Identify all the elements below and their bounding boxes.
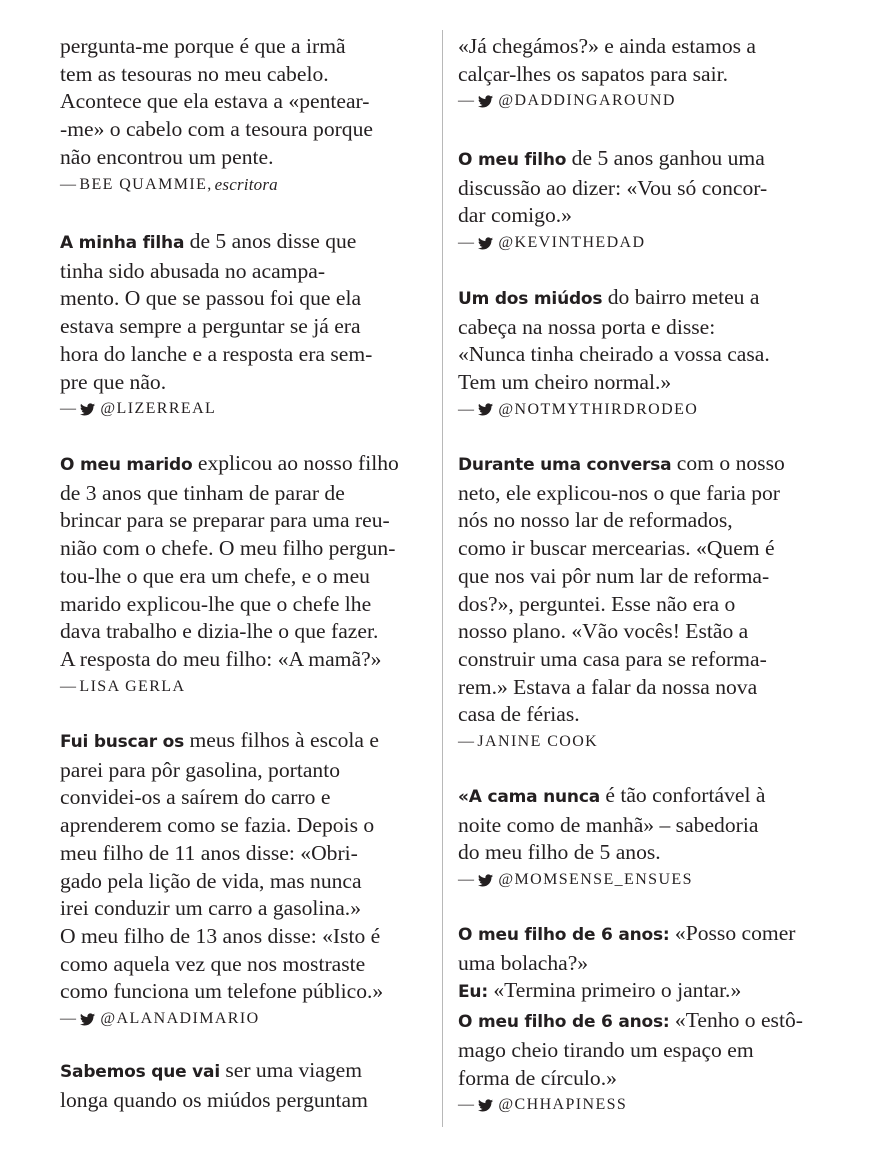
credit-author: LISA GERLA	[79, 677, 186, 695]
credit-line	[458, 869, 833, 891]
text-line: do bairro meteu a	[602, 285, 760, 309]
credit-dash: —	[60, 400, 78, 418]
anecdote-body	[60, 450, 432, 674]
credit-line	[458, 90, 833, 112]
text-line: pergunta-me porque é que a irmã	[60, 34, 346, 58]
dialogue-speaker: O meu filho de 6 anos:	[458, 925, 670, 945]
twitter-handle: @DADDINGAROUND	[498, 92, 676, 110]
anecdote-viagem	[60, 1057, 432, 1114]
text-line: casa de férias.	[458, 702, 580, 727]
twitter-bird-icon	[478, 874, 493, 887]
text-line: neto, ele explicou-nos o que faria por	[458, 480, 780, 505]
text-line: forma de círculo.»	[458, 1065, 617, 1090]
text-line: «Nunca tinha cheirado a vossa casa.	[458, 342, 770, 367]
text-line: discussão ao dizer: «Vou só concor-	[458, 175, 768, 200]
text-line: -me» o cabelo com a tesoura porque	[60, 117, 373, 142]
twitter-handle: @LIZERREAL	[100, 400, 217, 418]
twitter-bird-icon	[478, 95, 493, 108]
anecdote-lead: Um dos miúdos	[458, 289, 603, 309]
twitter-bird-icon	[80, 1013, 95, 1026]
text-line: longa quando os miúdos perguntam	[60, 1087, 368, 1112]
credit-author: JANINE COOK	[477, 733, 599, 751]
anecdote-chegamos	[458, 33, 833, 112]
text-line: «Posso comer	[669, 921, 796, 945]
text-line: dava trabalho e dizia-lhe o que fazer.	[60, 619, 379, 644]
dialogue-speaker: Eu:	[458, 982, 488, 1003]
credit-dash: —	[60, 677, 78, 695]
text-line: meu filho de 11 anos disse: «Obri-	[60, 840, 358, 865]
anecdote-camp	[60, 228, 432, 420]
anecdote-gasolina	[60, 727, 432, 1030]
text-line: calçar-lhes os sapatos para sair.	[458, 61, 728, 86]
text-line: é tão confortável à	[599, 783, 766, 807]
text-line: cabeça na nossa porta e disse:	[458, 314, 716, 339]
text-line: tou-lhe o que era um chefe, e o meu	[60, 563, 370, 588]
text-line: «Termina primeiro o jantar.»	[487, 978, 742, 1003]
text-line: rem.» Estava a falar da nossa nova	[458, 674, 758, 699]
text-line: de 3 anos que tinham de parar de	[60, 480, 345, 505]
text-line: meus filhos à escola e	[184, 728, 379, 752]
text-line: explicou ao nosso filho	[192, 451, 399, 475]
credit-line	[60, 174, 432, 196]
text-line: gado pela lição de vida, mas nunca	[60, 868, 362, 893]
anecdote-body	[458, 145, 833, 230]
anecdote-body	[458, 782, 833, 867]
text-line: tinha sido abusada no acampa-	[60, 258, 326, 283]
anecdote-cheiro	[458, 284, 833, 421]
text-line: «Tenho o estô-	[669, 1008, 803, 1033]
text-line: do meu filho de 5 anos.	[458, 840, 661, 865]
text-line: dar comigo.»	[458, 203, 572, 228]
text-line: mago cheio tirando um espaço em	[458, 1037, 754, 1062]
text-line: uma bolacha?»	[458, 950, 589, 975]
text-line: nosso plano. «Vão vocês! Estão a	[458, 619, 749, 644]
text-line: de 5 anos ganhou uma	[566, 146, 765, 170]
twitter-handle: @ALANADIMARIO	[100, 1010, 260, 1028]
text-line: marido explicou-lhe que o chefe lhe	[60, 591, 372, 616]
text-line: dos?», perguntei. Esse não era o	[458, 591, 736, 616]
credit-dash: —	[458, 733, 476, 751]
anecdote-lead: O meu filho	[458, 150, 567, 170]
credit-dash: —	[458, 400, 476, 418]
anecdote-lead: «A cama nunca	[458, 787, 600, 807]
text-line: tem as tesouras no meu cabelo.	[60, 61, 329, 86]
anecdote-lead: Sabemos que vai	[60, 1062, 220, 1082]
credit-line	[458, 232, 833, 254]
text-line: Tem um cheiro normal.»	[458, 370, 672, 395]
anecdote-scissors	[60, 33, 432, 196]
anecdote-body	[60, 228, 432, 396]
dialogue-speaker: O meu filho de 6 anos:	[458, 1012, 670, 1033]
anecdote-lead: Fui buscar os	[60, 732, 185, 752]
text-line: estava sempre a perguntar se já era	[60, 314, 361, 339]
twitter-bird-icon	[478, 1099, 493, 1112]
column-divider	[442, 30, 443, 1127]
anecdote-lead: A minha filha	[60, 233, 185, 253]
anecdote-chefe	[60, 450, 432, 698]
credit-dash: —	[458, 1096, 476, 1114]
text-line: como ir buscar mercearias. «Quem é	[458, 536, 775, 561]
anecdote-discussao	[458, 145, 833, 254]
credit-dash: —	[60, 175, 78, 193]
credit-line	[458, 731, 833, 753]
text-line: A resposta do meu filho: «A mamã?»	[60, 646, 382, 671]
anecdote-cama	[458, 782, 833, 891]
anecdote-lead: O meu marido	[60, 455, 193, 475]
text-line: que nos vai pôr num lar de reforma-	[458, 563, 770, 588]
credit-line	[458, 399, 833, 421]
credit-line	[60, 398, 432, 420]
text-line: ser uma viagem	[219, 1058, 363, 1082]
text-line: noite como de manhã» – sabedoria	[458, 812, 759, 837]
anecdote-body	[60, 727, 432, 1006]
text-line: O meu filho de 13 anos disse: «Isto é	[60, 923, 381, 948]
anecdote-body	[458, 450, 833, 729]
twitter-bird-icon	[478, 403, 493, 416]
credit-line	[60, 676, 432, 698]
anecdote-body	[458, 33, 833, 88]
anecdote-bolacha	[458, 920, 833, 1116]
text-line: de 5 anos disse que	[184, 229, 357, 253]
text-line: nós no nosso lar de reformados,	[458, 508, 733, 533]
text-line: como aquela vez que nos mostraste	[60, 951, 366, 976]
text-line: construir uma casa para se reforma-	[458, 646, 767, 671]
text-line: convidei-os a saírem do carro e	[60, 785, 331, 810]
text-line: mento. O que se passou foi que ela	[60, 286, 362, 311]
anecdote-body	[458, 920, 833, 1092]
text-line: Acontece que ela estava a «pentear-	[60, 89, 370, 114]
twitter-handle: @NOTMYTHIRDRODEO	[498, 400, 699, 418]
text-line: aprenderem como se fazia. Depois o	[60, 813, 375, 838]
text-line: como funciona um telefone público.»	[60, 979, 384, 1004]
text-line: não encontrou um pente.	[60, 144, 274, 169]
text-line: brincar para se preparar para uma reu-	[60, 508, 390, 533]
credit-line	[60, 1008, 432, 1030]
twitter-bird-icon	[478, 237, 493, 250]
text-line: nião com o chefe. O meu filho pergun-	[60, 536, 396, 561]
anecdote-body	[60, 1057, 432, 1114]
credit-dash: —	[458, 92, 476, 110]
twitter-handle: @CHHAPINESS	[498, 1096, 628, 1114]
anecdote-reformados	[458, 450, 833, 753]
twitter-handle: @MOMSENSE_ENSUES	[498, 871, 693, 889]
text-line: com o nosso	[671, 451, 785, 475]
anecdote-body	[458, 284, 833, 397]
text-line: parei para pôr gasolina, portanto	[60, 757, 341, 782]
text-line: irei conduzir um carro a gasolina.»	[60, 896, 361, 921]
twitter-bird-icon	[80, 403, 95, 416]
anecdote-lead: Durante uma conversa	[458, 455, 672, 475]
credit-dash: —	[60, 1010, 78, 1028]
text-line: «Já chegámos?» e ainda estamos a	[458, 34, 757, 58]
twitter-handle: @KEVINTHEDAD	[498, 234, 646, 252]
credit-author: BEE QUAMMIE,	[79, 175, 213, 193]
credit-dash: —	[458, 871, 476, 889]
credit-line	[458, 1094, 833, 1116]
credit-role: escritora	[214, 174, 278, 194]
credit-dash: —	[458, 234, 476, 252]
anecdote-body	[60, 33, 432, 172]
text-line: pre que não.	[60, 369, 167, 394]
text-line: hora do lanche e a resposta era sem-	[60, 341, 373, 366]
